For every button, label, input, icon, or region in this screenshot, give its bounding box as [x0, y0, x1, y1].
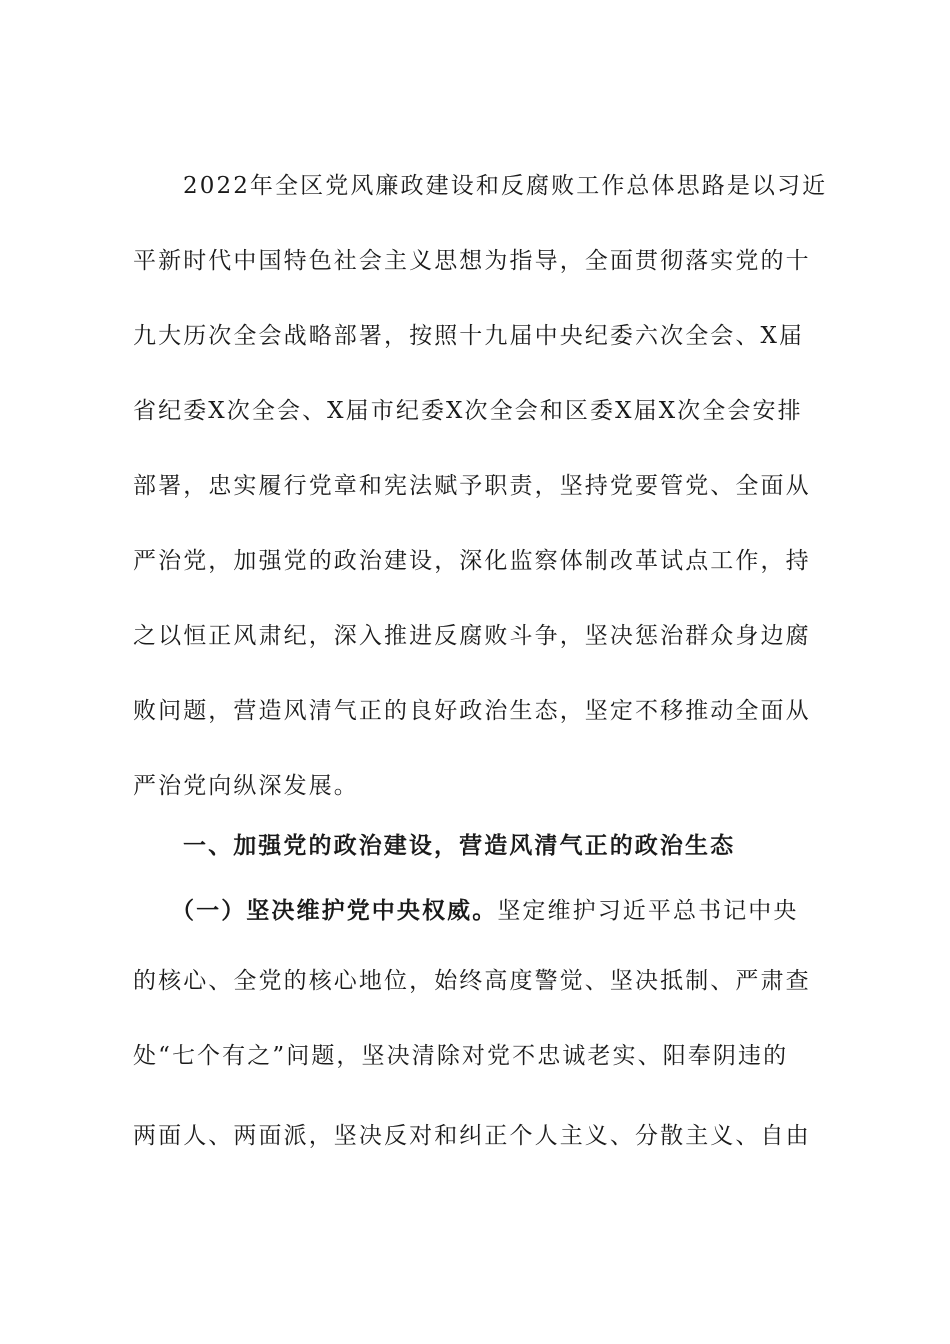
- subsection-first-line: [171, 896, 799, 926]
- intro-line-8: 败问题，营造风清气正的良好政治生态，坚定不移推动全面从: [133, 698, 811, 724]
- subsection-first-line-text: 坚定维护习近平总书记中央: [497, 898, 799, 924]
- intro-line-1: 2022年全区党风廉政建设和反腐败工作总体思路是以习近: [183, 173, 828, 199]
- intro-line-6: 严治党，加强党的政治建设，深化监察体制改革试点工作，持: [133, 548, 811, 574]
- intro-line-3: 九大历次全会战略部署，按照十九届中央纪委六次全会、X届: [133, 323, 805, 349]
- intro-line-7: 之以恒正风肃纪，深入推进反腐败斗争，坚决惩治群众身边腐: [133, 623, 811, 649]
- subsection-line-4: 两面人、两面派，坚决反对和纠正个人主义、分散主义、自由: [133, 1123, 811, 1149]
- intro-line-2: 平新时代中国特色社会主义思想为指导，全面贯彻落实党的十: [133, 248, 811, 274]
- intro-line-5: 部署，忠实履行党章和宪法赋予职责，坚持党要管党、全面从: [133, 473, 811, 499]
- subsection-heading: （一）坚决维护党中央权威。: [171, 898, 498, 924]
- subsection-line-3: 处“七个有之”问题，坚决清除对党不忠诚老实、阳奉阴违的: [133, 1043, 789, 1069]
- intro-line-9: 严治党向纵深发展。: [133, 773, 359, 799]
- section-heading: 一、加强党的政治建设，营造风清气正的政治生态: [183, 833, 736, 859]
- subsection-line-2: 的核心、全党的核心地位，始终高度警觉、坚决抵制、严肃查: [133, 968, 811, 994]
- intro-line-4: 省纪委X次全会、X届市纪委X次全会和区委X届X次全会安排: [133, 398, 803, 424]
